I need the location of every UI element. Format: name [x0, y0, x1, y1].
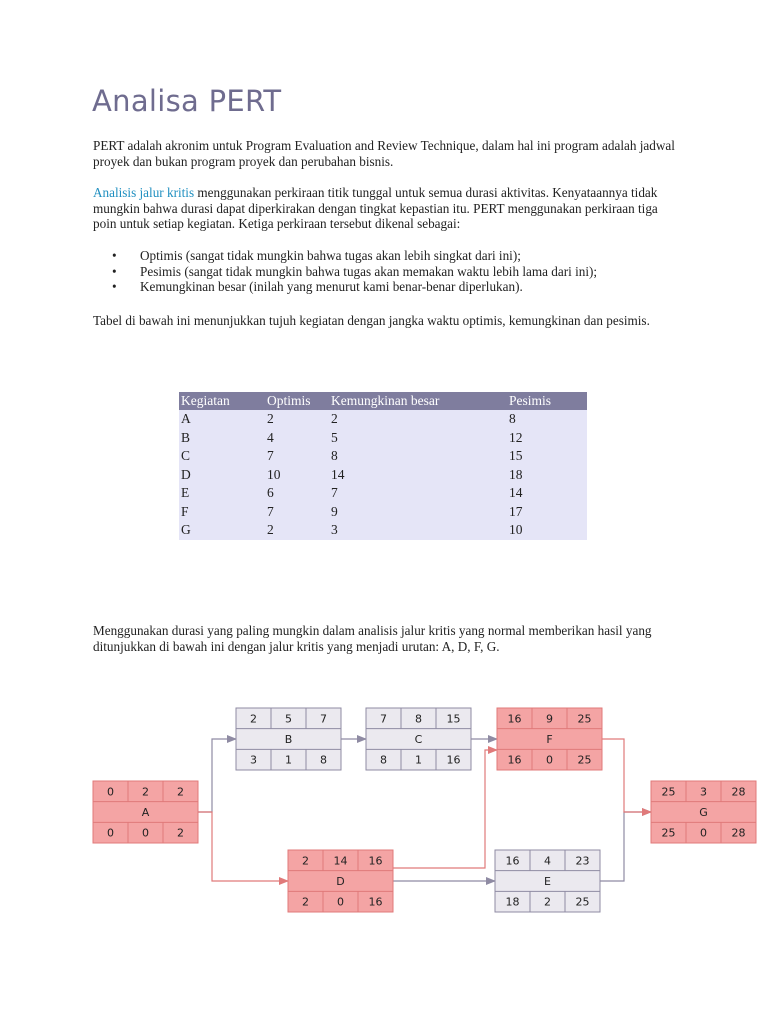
node-bottom-value: 2 — [302, 895, 309, 909]
node-bottom-value: 25 — [661, 826, 676, 840]
table-cell: 18 — [507, 466, 587, 485]
table-cell: 6 — [265, 484, 329, 503]
node-bottom-value: 16 — [507, 753, 522, 767]
node-top-value: 15 — [446, 712, 461, 726]
node-a — [93, 781, 198, 843]
node-bottom-value: 25 — [577, 753, 592, 767]
node-c — [366, 708, 471, 770]
table-cell: F — [179, 503, 265, 522]
node-top-value: 23 — [575, 854, 590, 868]
node-bottom-value: 0 — [142, 826, 149, 840]
page-title: Analisa PERT — [92, 84, 282, 118]
edge-a-b — [198, 739, 236, 812]
node-top-value: 8 — [415, 712, 422, 726]
node-bottom-value: 16 — [368, 895, 383, 909]
node-bottom-value: 0 — [700, 826, 707, 840]
node-top-value: 25 — [577, 712, 592, 726]
node-bottom-value: 1 — [415, 753, 422, 767]
table-cell: 5 — [329, 429, 507, 448]
node-top-value: 16 — [505, 854, 520, 868]
node-b — [236, 708, 341, 770]
node-top-value: 4 — [544, 854, 551, 868]
node-label: A — [141, 806, 150, 820]
header-kemungkinan: Kemungkinan besar — [329, 392, 507, 410]
node-top-value: 25 — [661, 785, 676, 799]
node-top-value: 9 — [546, 712, 553, 726]
node-label: C — [414, 733, 423, 747]
node-top-value: 14 — [333, 854, 348, 868]
node-bottom-value: 8 — [380, 753, 387, 767]
table-cell: A — [179, 410, 265, 429]
table-cell: 14 — [507, 484, 587, 503]
node-bottom-value: 1 — [285, 753, 292, 767]
node-top-value: 5 — [285, 712, 292, 726]
list-item: • Pesimis (sangat tidak mungkin bahwa tugas akan memakan waktu lebih lama dari ini); — [112, 264, 597, 280]
node-e — [495, 850, 600, 912]
table-cell: 3 — [329, 521, 507, 540]
node-bottom-value: 18 — [505, 895, 520, 909]
node-top-value: 16 — [507, 712, 522, 726]
table-cell: 4 — [265, 429, 329, 448]
node-top-value: 2 — [250, 712, 257, 726]
node-top-value: 2 — [177, 785, 184, 799]
header-kegiatan: Kegiatan — [179, 392, 265, 410]
table-cell: 10 — [507, 521, 587, 540]
table-cell: 12 — [507, 429, 587, 448]
table-cell: 15 — [507, 447, 587, 466]
node-bottom-value: 3 — [250, 753, 257, 767]
header-pesimis: Pesimis — [507, 392, 587, 410]
table-cell: D — [179, 466, 265, 485]
node-f — [497, 708, 602, 770]
edge-e-g — [600, 812, 651, 881]
node-bottom-value: 25 — [575, 895, 590, 909]
node-label: D — [336, 875, 345, 889]
edge-f-g — [602, 739, 651, 812]
list-item: • Optimis (sangat tidak mungkin bahwa tugas akan lebih singkat dari ini); — [112, 248, 597, 264]
node-bottom-value: 2 — [544, 895, 551, 909]
table-cell: 2 — [329, 410, 507, 429]
table-cell: 8 — [329, 447, 507, 466]
edge-a-d — [198, 812, 288, 881]
node-bottom-value: 28 — [731, 826, 746, 840]
table-cell: C — [179, 447, 265, 466]
intro-paragraph: PERT adalah akronim untuk Program Evaluation and Review Technique, dalam hal ini program adalah jadwal proyek dan bukan program proyek dan perubahan bisnis. — [93, 138, 675, 169]
node-bottom-value: 16 — [446, 753, 461, 767]
node-bottom-value: 2 — [177, 826, 184, 840]
critical-path-link[interactable]: Analisis jalur kritis — [93, 185, 195, 200]
table-cell: 7 — [329, 484, 507, 503]
result-paragraph: Menggunakan durasi yang paling mungkin dalam analisis jalur kritis yang normal memberikan hasil yang ditunjukkan di bawah ini dengan jalur kritis yang menjadi urutan: A, D, F, G. — [93, 623, 652, 654]
node-top-value: 16 — [368, 854, 383, 868]
table-cell: 7 — [265, 447, 329, 466]
list-item: • Kemungkinan besar (inilah yang menurut kami benar-benar diperlukan). — [112, 279, 597, 295]
table-intro-paragraph: Tabel di bawah ini menunjukkan tujuh kegiatan dengan jangka waktu optimis, kemungkinan dan pesimis. — [93, 313, 650, 328]
node-bottom-value: 0 — [337, 895, 344, 909]
header-optimis: Optimis — [265, 392, 329, 410]
node-g — [651, 781, 756, 843]
table-cell: G — [179, 521, 265, 540]
table-cell: 14 — [329, 466, 507, 485]
node-top-value: 2 — [302, 854, 309, 868]
node-top-value: 0 — [107, 785, 114, 799]
node-top-value: 2 — [142, 785, 149, 799]
table-cell: 7 — [265, 503, 329, 522]
table-cell: 10 — [265, 466, 329, 485]
node-label: B — [284, 733, 293, 747]
critical-path-text: menggunakan perkiraan titik tunggal untuk semua durasi aktivitas. Kenyataannya tidak mungkin bahwa durasi dapat diperkirakan dengan tingkat kepastian itu. PERT menggunakan perkiraan tiga poin untuk setiap kegiatan. Ketiga perkiraan tersebut dikenal sebagai: — [93, 185, 658, 231]
node-d — [288, 850, 393, 912]
node-bottom-value: 0 — [546, 753, 553, 767]
table-cell: 2 — [265, 410, 329, 429]
node-top-value: 3 — [700, 785, 707, 799]
table-cell: E — [179, 484, 265, 503]
node-label: E — [544, 875, 551, 889]
node-bottom-value: 8 — [320, 753, 327, 767]
node-label: F — [546, 733, 553, 747]
node-top-value: 7 — [380, 712, 387, 726]
node-bottom-value: 0 — [107, 826, 114, 840]
node-top-value: 7 — [320, 712, 327, 726]
node-top-value: 28 — [731, 785, 746, 799]
table-cell: 9 — [329, 503, 507, 522]
table-cell: 17 — [507, 503, 587, 522]
table-cell: 8 — [507, 410, 587, 429]
node-label: G — [699, 806, 708, 820]
table-cell: B — [179, 429, 265, 448]
table-cell: 2 — [265, 521, 329, 540]
